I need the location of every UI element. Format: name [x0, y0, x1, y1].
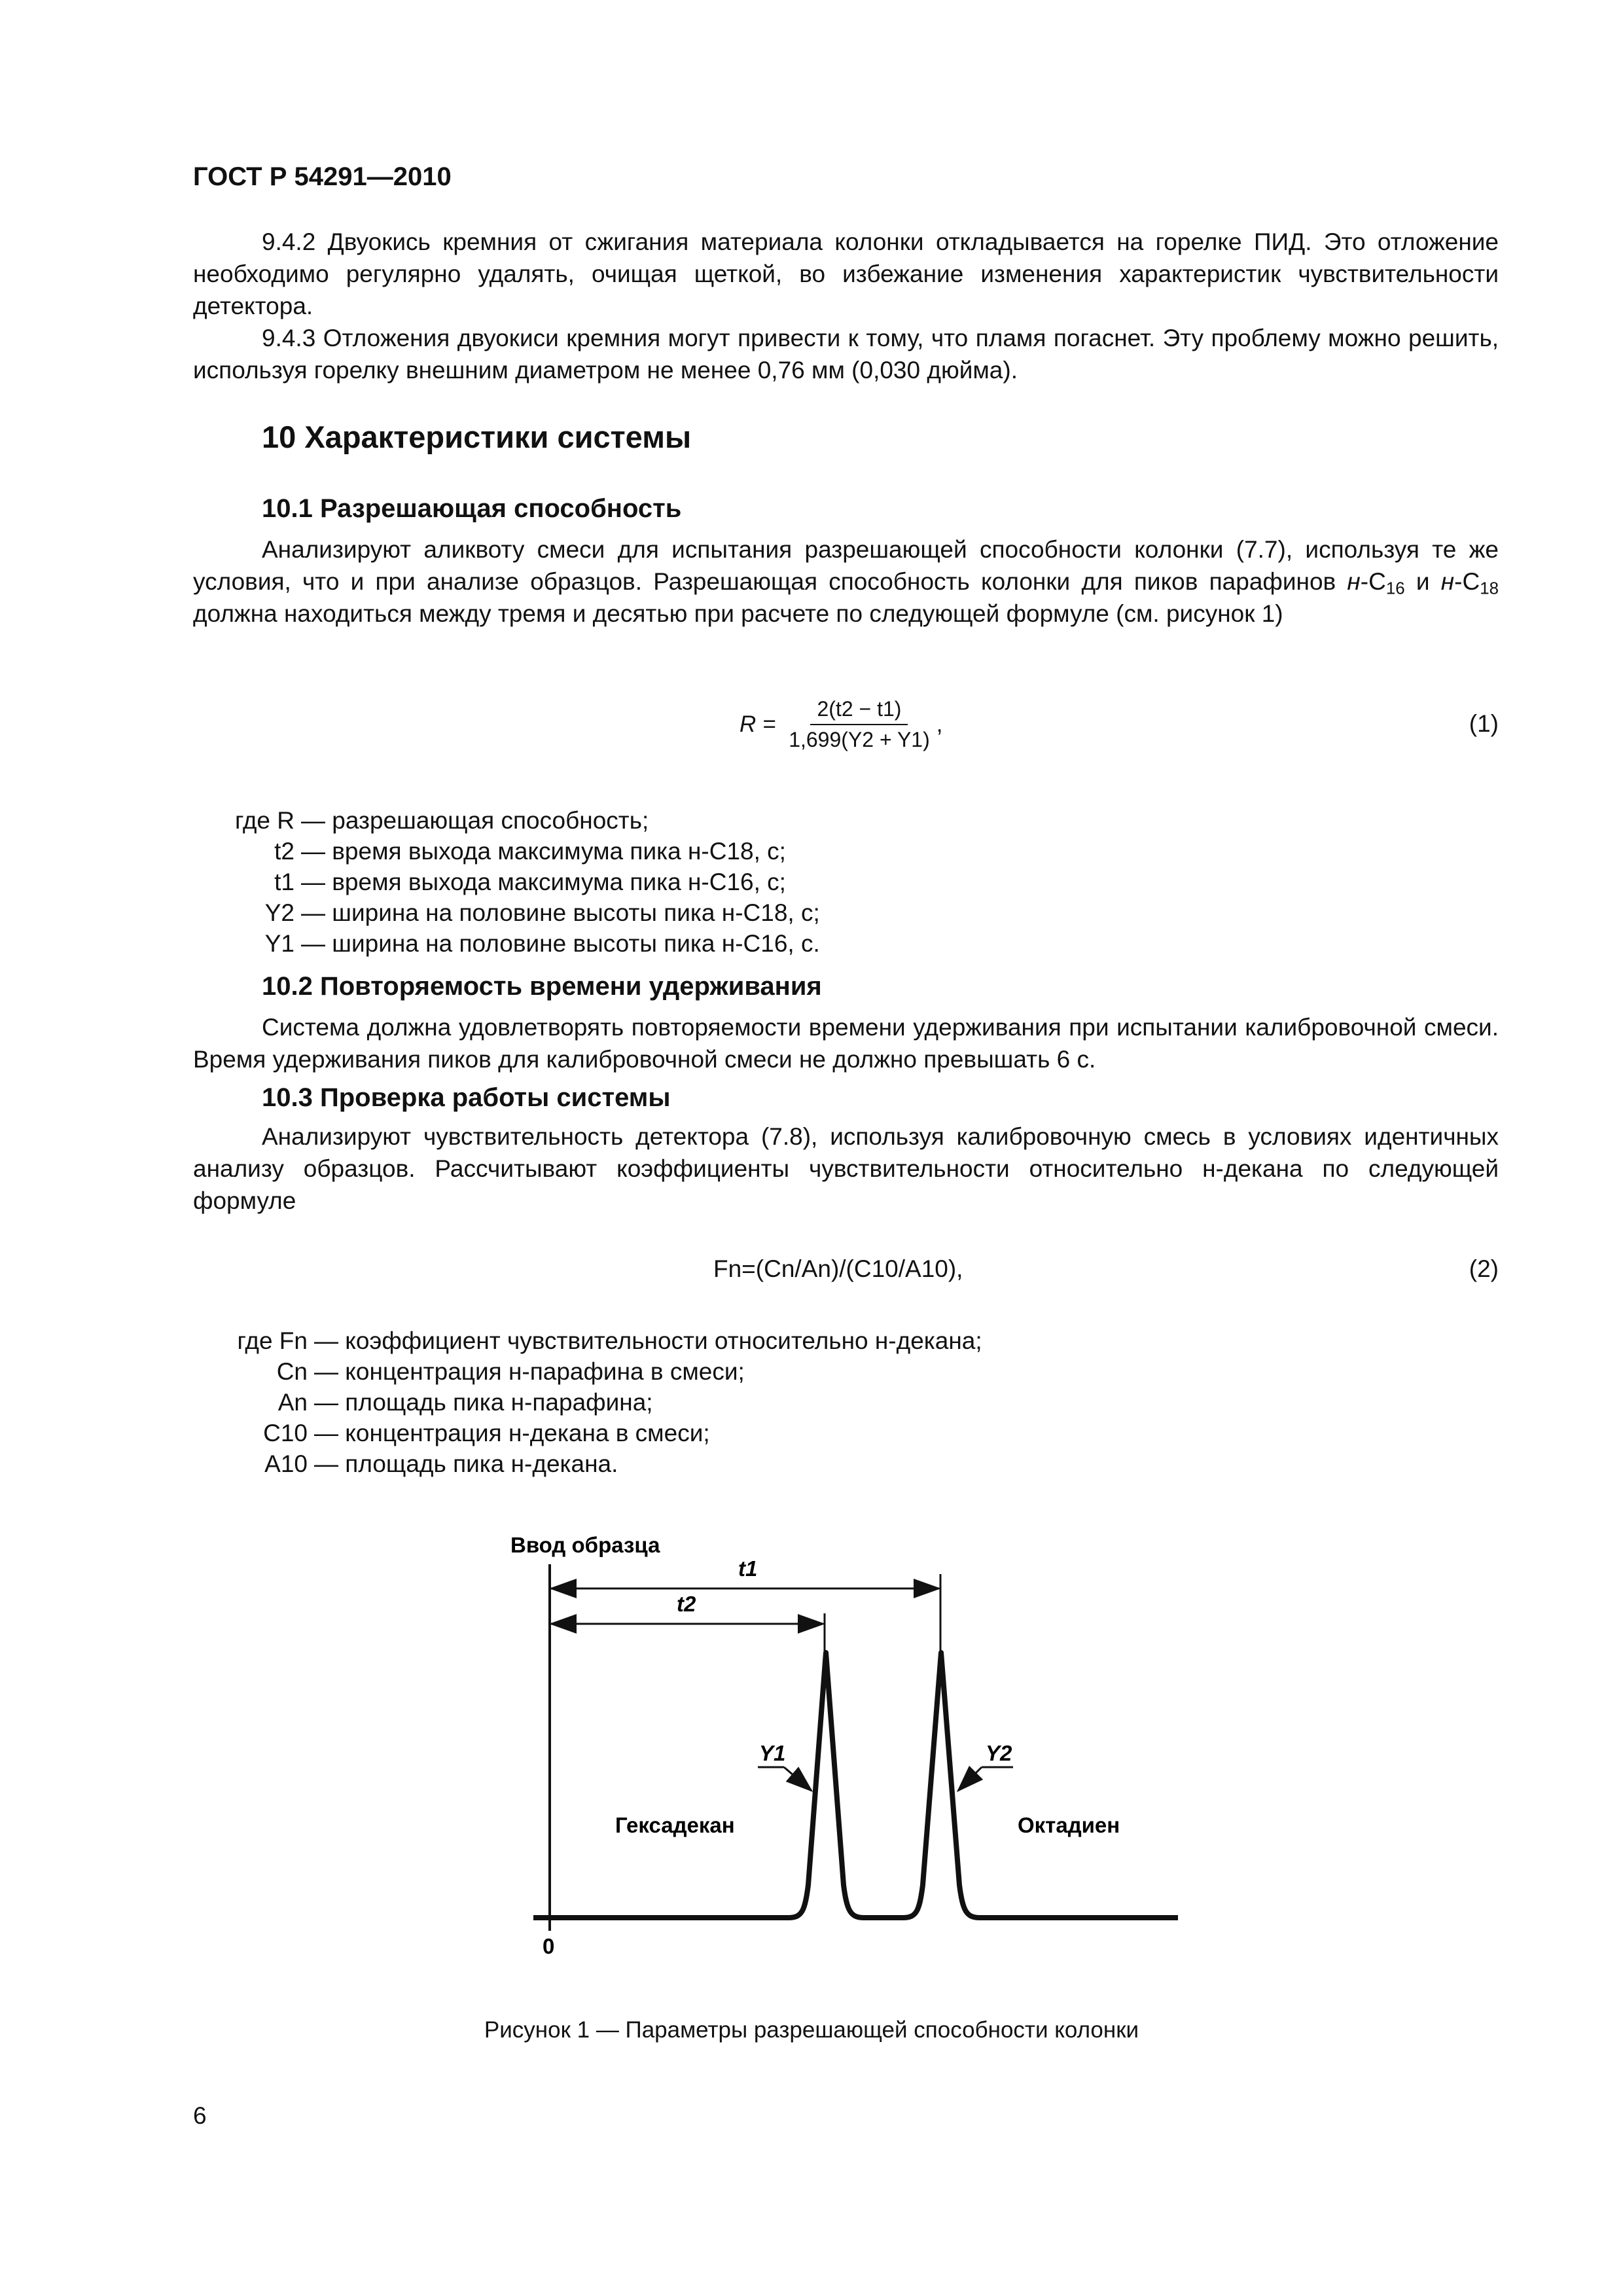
- definition-row: A10 — площадь пика н-декана.: [264, 1450, 618, 1477]
- y2-label: Y2: [986, 1741, 1012, 1765]
- paragraph-9-4-2: 9.4.2 Двуокись кремния от сжигания материала колонки откладывается на горелке ПИД. Это отложение необходимо регулярно удалять, очищая щеткой, во избежание изменения характеристик чувствительности детектора.: [193, 228, 1499, 319]
- definition-row: Cn — концентрация н-парафина в смеси;: [276, 1358, 745, 1385]
- page-number: 6: [193, 2102, 207, 2129]
- definition-row: C10 — концентрация н-декана в смеси;: [263, 1420, 710, 1446]
- section-10-heading: 10 Характеристики системы: [262, 420, 692, 454]
- subsection-10-1-heading: 10.1 Разрешающая способность: [262, 494, 682, 523]
- subsection-10-3-heading: 10.3 Проверка работы системы: [262, 1083, 671, 1112]
- subsection-10-3-text: Анализируют чувствительность детектора (7.8), используя калибровочную смесь в условиях идентичных анализу образцов. Рассчитывают коэффициенты чувствительности относительно н-декана по следующей формуле: [193, 1123, 1499, 1214]
- t1-label: t1: [738, 1556, 758, 1581]
- definition-row: Y1 — ширина на половине высоты пика н-C16, с.: [264, 930, 820, 957]
- y1-pointer: [784, 1767, 812, 1791]
- equation-number-2: (2): [1469, 1255, 1499, 1282]
- definition-row: t2 — время выхода максимума пика н-C18, с;: [274, 838, 786, 865]
- equation-number-1: (1): [1469, 710, 1499, 737]
- y1-label: Y1: [759, 1741, 786, 1765]
- subsection-10-1-text: Анализируют аликвоту смеси для испытания разрешающей способности колонки (7.7), используя те же условия, что и при анализе образцов. Разрешающая способность колонки для пиков парафинов $н-C_{16}$ и $н-C_{18}$ должна находиться между тремя и десятью при расчете по следующей формуле (см. рисунок 1): [193, 536, 1499, 627]
- figure-caption: Рисунок 1 — Параметры разрешающей способности колонки: [484, 2017, 1139, 2043]
- subsection-10-2-heading: 10.2 Повторяемость времени удерживания: [262, 972, 822, 1001]
- octadiene-label: Октадиен: [1018, 1813, 1120, 1837]
- formula-2: Fn=(Cn/An)/(C10/A10),: [713, 1255, 963, 1282]
- formula-numerator: 2(t2 − t1): [810, 697, 908, 725]
- definition-row: t1 — время выхода максимума пика н-C16, с;: [274, 869, 786, 895]
- y2-pointer: [958, 1767, 982, 1791]
- formula-1: R = $\frac{2(t2 - t1)}{1,699(Y2 + Y1)}$ ,: [740, 697, 943, 751]
- t2-label: t2: [677, 1592, 696, 1616]
- text-part-a: Анализируют аликвоту смеси для испытания разрешающей способности колонки (7.7), используя те же условия, что и при анализе образцов. Разрешающая способность колонки для пиков парафинов: [193, 536, 1499, 595]
- origin-zero-label: 0: [543, 1934, 555, 1958]
- injection-label: Ввод образца: [510, 1533, 660, 1557]
- subsection-10-2-text: Система должна удовлетворять повторяемости времени удерживания при испытании калибровочной смеси. Время удерживания пиков для калибровочной смеси не должно превышать 6 с.: [193, 1014, 1499, 1073]
- hexadecane-label: Гексадекан: [615, 1813, 735, 1837]
- definition-row: где Fn — коэффициент чувствительности относительно н-декана;: [237, 1327, 982, 1354]
- paragraph-9-4-3: 9.4.3 Отложения двуокиси кремния могут привести к тому, что пламя погаснет. Эту проблему можно решить, используя горелку внешним диаметром не менее 0,76 мм (0,030 дюйма).: [193, 325, 1499, 384]
- text-part-b: должна находиться между тремя и десятью при расчете по следующей формуле (см. рисунок 1): [193, 600, 1283, 627]
- document-header: ГОСТ Р 54291—2010: [193, 162, 452, 191]
- definition-row: An — площадь пика н-парафина;: [277, 1389, 653, 1416]
- formula-denominator: 1,699(Y2 + Y1): [789, 728, 930, 751]
- definition-row: Y2 — ширина на половине высоты пика н-C18, с;: [264, 899, 820, 926]
- formula-lhs: R =: [740, 711, 776, 737]
- definition-row: где R — разрешающая способность;: [234, 807, 649, 834]
- chromatogram-trace: [533, 1653, 1178, 1918]
